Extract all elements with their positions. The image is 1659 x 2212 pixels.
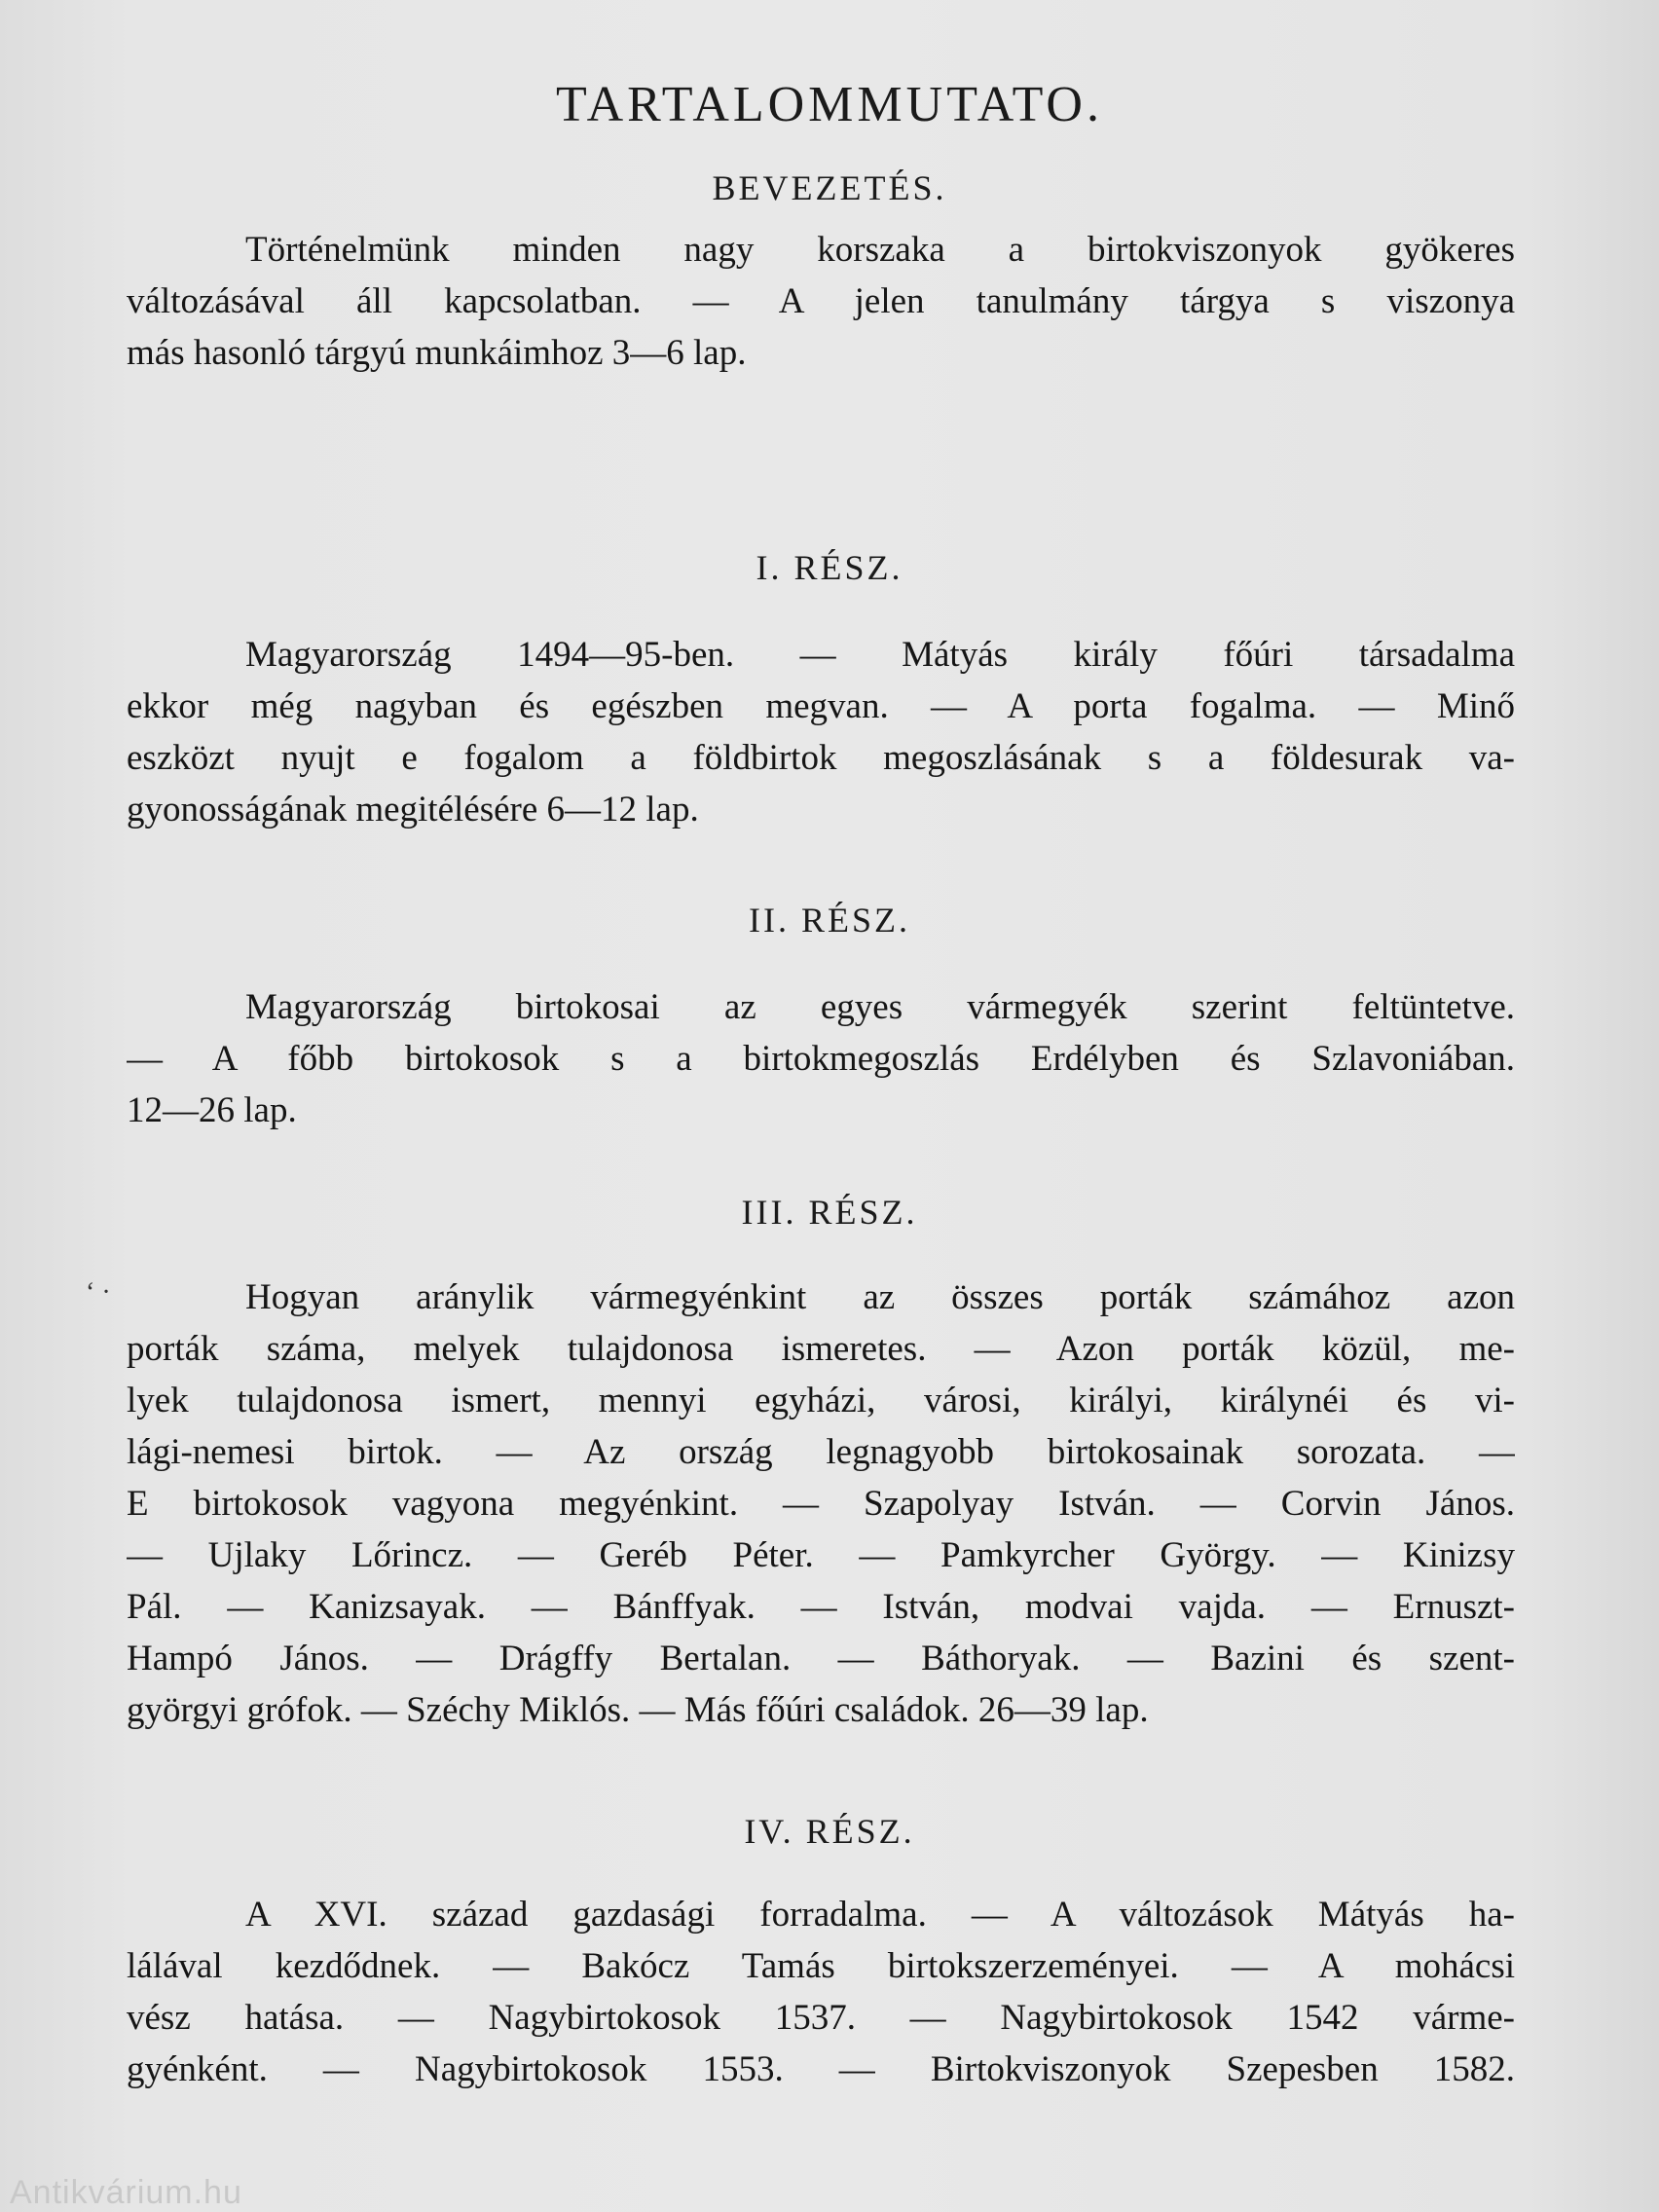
section-heading-part-2: II. RÉSZ. — [749, 901, 910, 940]
text-line: gyénként. — Nagybirtokosok 1553. — Birtokviszonyok Szepesben 1582. — [127, 2049, 1515, 2089]
section-heading-part-1: I. RÉSZ. — [756, 548, 903, 587]
section-text-part-3 — [127, 1272, 1515, 1736]
section-text-part-2 — [127, 981, 1515, 1136]
watermark-text: Antikvárium.hu — [10, 2174, 242, 2211]
section-heading-part-4: IV. RÉSZ. — [744, 1812, 915, 1851]
text-line: más hasonló tárgyú munkáimhoz 3—6 lap. — [127, 333, 747, 373]
text-line: Hogyan aránylik vármegyénkint az összes porták számához azon — [245, 1277, 1515, 1317]
section-text-part-1 — [127, 629, 1515, 835]
text-line: Pál. — Kanizsayak. — Bánffyak. — István, modvai vajda. — Ernuszt- — [127, 1587, 1515, 1627]
section-heading-part-3: III. RÉSZ. — [741, 1193, 918, 1232]
page-title: TARTALOMMUTATO. — [556, 77, 1103, 132]
text-line: változásával áll kapcsolatban. — A jelen tanulmány tárgya s viszonya — [127, 281, 1515, 321]
text-line: lálával kezdődnek. — Bakócz Tamás birtokszerzeményei. — A mohácsi — [127, 1946, 1515, 1986]
text-line: 12—26 lap. — [127, 1090, 297, 1130]
text-line: Hampó János. — Drágffy Bertalan. — Báthoryak. — Bazini és szent- — [127, 1639, 1515, 1678]
text-line: A XVI. század gazdasági forradalma. — A változások Mátyás ha- — [245, 1895, 1515, 1935]
text-line: porták száma, melyek tulajdonosa ismeretes. — Azon porták közül, me- — [127, 1329, 1515, 1369]
section-heading-bevezetes: BEVEZETÉS. — [712, 168, 947, 207]
text-line: eszközt nyujt e fogalom a földbirtok megoszlásának s a földesurak va- — [127, 738, 1515, 778]
text-line: györgyi grófok. — Széchy Miklós. — Más főúri családok. 26—39 lap. — [127, 1690, 1149, 1730]
text-line: gyonosságának megitélésére 6—12 lap. — [127, 790, 699, 830]
text-line: E birtokosok vagyona megyénkint. — Szapolyay István. — Corvin János. — [127, 1484, 1515, 1524]
text-line: Magyarország 1494—95-ben. — Mátyás király főúri társadalma — [245, 635, 1515, 675]
text-line: lági-nemesi birtok. — Az ország legnagyobb birtokosainak sorozata. — — [127, 1432, 1515, 1472]
text-line: vész hatása. — Nagybirtokosok 1537. — Nagybirtokosok 1542 várme- — [127, 1998, 1515, 2038]
text-line: ekkor még nagyban és egészben megvan. — A porta fogalma. — Minő — [127, 686, 1515, 726]
text-line: Történelmünk minden nagy korszaka a birtokviszonyok gyökeres — [245, 230, 1515, 270]
stray-print-mark: ‘ · — [86, 1277, 111, 1308]
text-line: lyek tulajdonosa ismert, mennyi egyházi, városi, királyi, királynéi és vi- — [127, 1381, 1515, 1420]
text-line: Magyarország birtokosai az egyes vármegyék szerint feltüntetve. — [245, 987, 1515, 1027]
text-line: — Ujlaky Lőrincz. — Geréb Péter. — Pamkyrcher György. — Kinizsy — [127, 1535, 1515, 1575]
section-text-part-4 — [127, 1889, 1515, 2095]
text-line: — A főbb birtokosok s a birtokmegoszlás Erdélyben és Szlavoniában. — [127, 1039, 1515, 1079]
section-text-bevezetes — [127, 224, 1515, 379]
